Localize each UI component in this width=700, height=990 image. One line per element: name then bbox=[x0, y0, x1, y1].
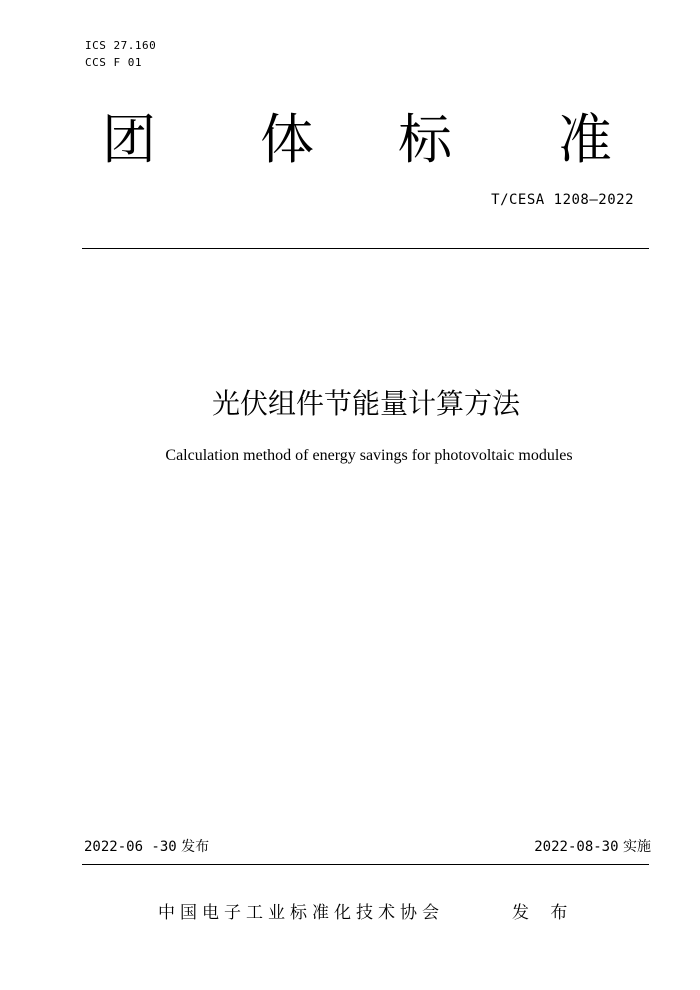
ccs-code: CCS F 01 bbox=[85, 56, 142, 69]
ics-code: ICS 27.160 bbox=[85, 39, 157, 52]
bottom-divider bbox=[82, 864, 649, 865]
publisher-name: 中国电子工业标准化技术协会 bbox=[158, 903, 444, 923]
publish-label: 发 布 bbox=[512, 903, 576, 923]
header-char-3: 标 bbox=[398, 108, 452, 171]
implement-label: 实施 bbox=[623, 839, 651, 855]
header-char-4: 准 bbox=[558, 108, 612, 171]
issue-label: 发布 bbox=[181, 839, 210, 855]
issue-date: 2022-06 -30 bbox=[84, 839, 177, 855]
document-title-english: Calculation method of energy savings for photovoltaic modules bbox=[165, 447, 573, 464]
header-char-1: 团 bbox=[102, 108, 156, 171]
top-divider bbox=[82, 248, 649, 249]
implement-date: 2022-08-30 bbox=[534, 839, 619, 855]
standard-number: T/CESA 1208—2022 bbox=[491, 192, 634, 208]
header-char-2: 体 bbox=[260, 108, 314, 171]
implement-date-line bbox=[534, 836, 651, 858]
document-title-chinese: 光伏组件节能量计算方法 bbox=[211, 387, 520, 420]
issue-date-line bbox=[84, 836, 209, 858]
